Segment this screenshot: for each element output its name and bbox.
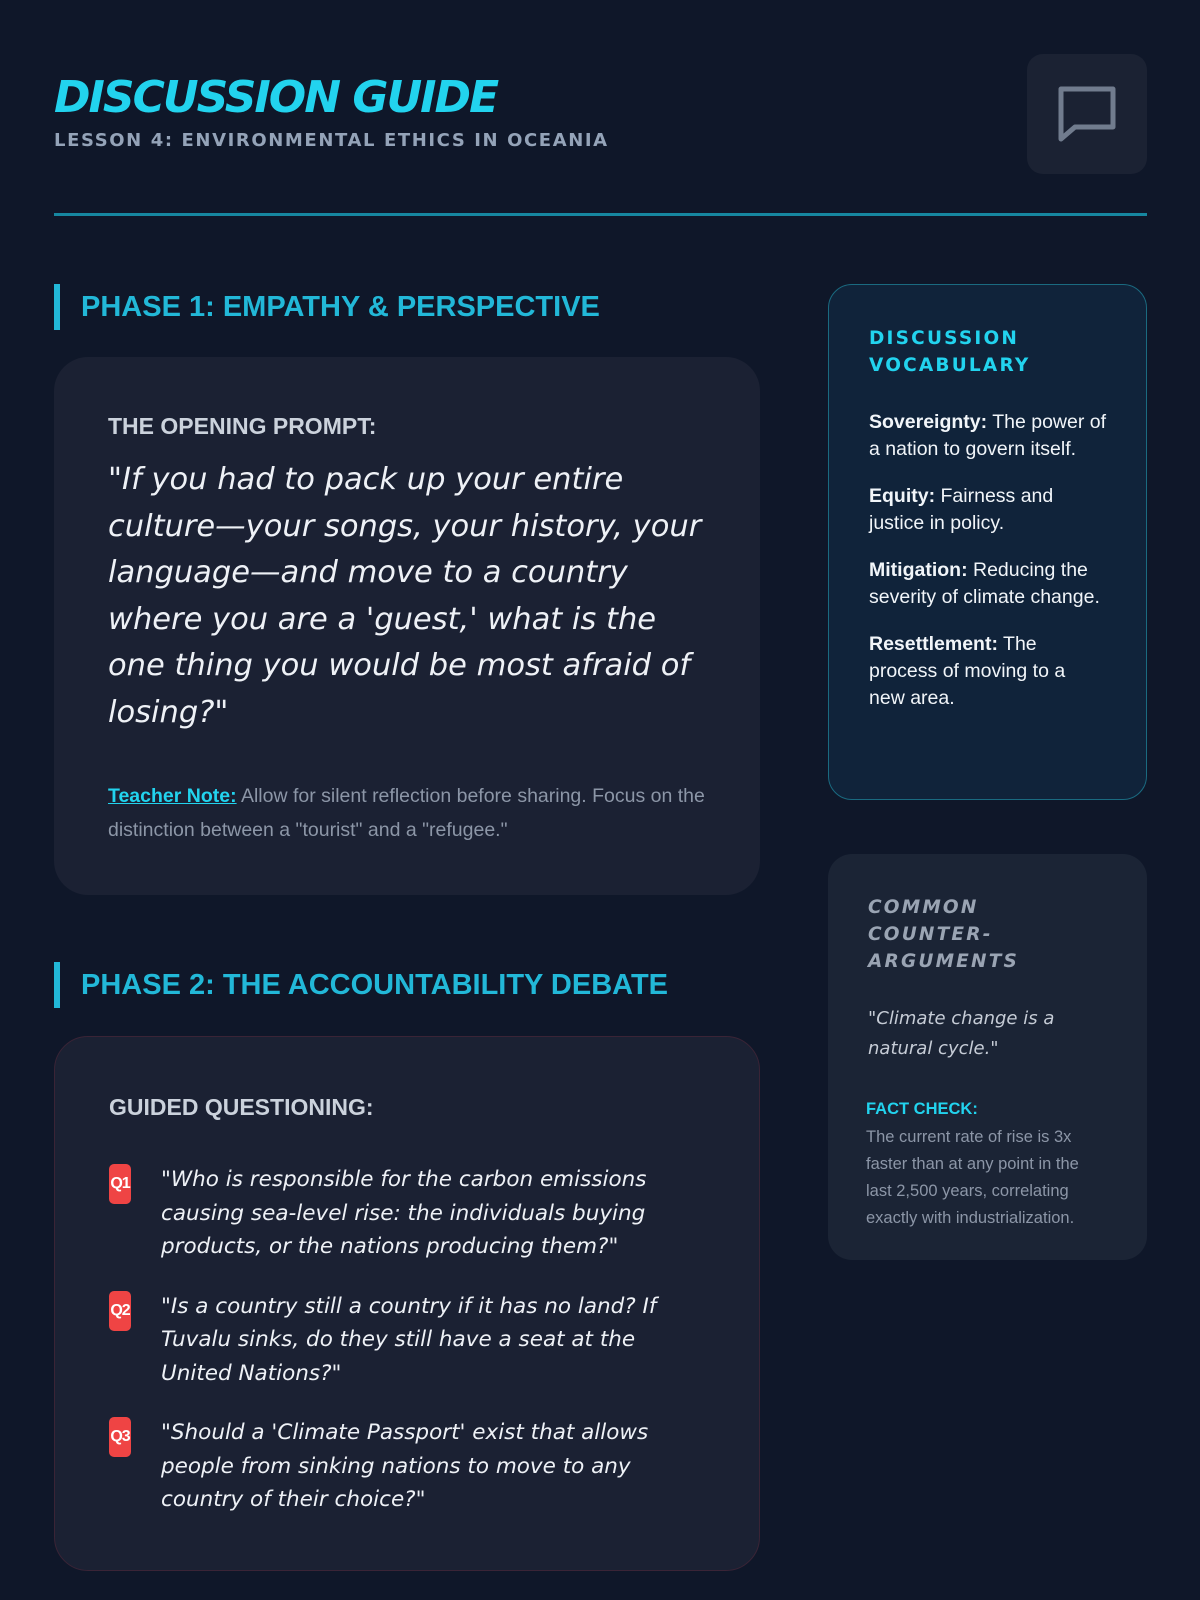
teacher-note-label: Teacher Note: — [108, 785, 237, 807]
vocab-term: Resettlement: — [869, 633, 998, 655]
counter-arguments-panel — [828, 854, 1147, 1260]
vocab-definition: Fairness and justice in policy. — [869, 485, 1054, 534]
question-text: "Should a 'Climate Passport' exist that allows people from sinking nations to move to any country of their choice?" — [161, 1420, 649, 1512]
question-badge: Q3 — [109, 1417, 131, 1457]
question-item — [109, 1163, 709, 1264]
question-list — [109, 1163, 709, 1543]
fact-check-label: FACT CHECK: — [866, 1100, 978, 1118]
chat-bubble-icon — [1055, 83, 1119, 145]
counter-argument-quote: "Climate change is a natural cycle." — [868, 1008, 1055, 1059]
vocab-item — [869, 409, 1106, 463]
page-subtitle: LESSON 4: ENVIRONMENTAL ETHICS IN OCEANIA — [54, 130, 609, 151]
vocab-term: Mitigation: — [869, 559, 968, 581]
phase-2-heading: PHASE 2: THE ACCOUNTABILITY DEBATE — [54, 962, 668, 1008]
question-badge: Q1 — [109, 1164, 131, 1204]
opening-prompt-label: THE OPENING PROMPT: — [108, 413, 377, 439]
vocab-definition: Reducing the severity of climate change. — [869, 559, 1100, 608]
vocab-definition: The power of a nation to govern itself. — [869, 411, 1107, 460]
vocab-item — [869, 557, 1106, 611]
teacher-note — [108, 779, 708, 847]
page-title: DISCUSSION GUIDE — [54, 72, 498, 123]
question-text: "Is a country still a country if it has no land? If Tuvalu sinks, do they still have a seat at the United Nations?" — [161, 1293, 657, 1386]
question-badge: Q2 — [109, 1291, 131, 1331]
counter-arguments-heading: COMMON COUNTER-ARGUMENTS — [868, 897, 1020, 972]
vocab-definition: The process of moving to a new area. — [869, 633, 1066, 709]
question-text: "Who is responsible for the carbon emissions causing sea-level rise: the individuals buying products, or the nations producing them?" — [161, 1167, 647, 1259]
page-header — [54, 72, 1147, 178]
vocab-item — [869, 483, 1106, 537]
header-divider — [54, 213, 1147, 216]
opening-prompt-text: "If you had to pack up your entire culture—your songs, your history, your language—and move to a country where you are a 'guest,' what is the one thing you would be most afraid of losing?" — [108, 462, 702, 730]
vocabulary-panel — [828, 284, 1147, 800]
vocab-item — [869, 631, 1106, 712]
opening-prompt-card — [54, 357, 760, 895]
phase-1-heading: PHASE 1: EMPATHY & PERSPECTIVE — [54, 284, 600, 330]
question-item — [109, 1416, 709, 1517]
fact-check-text: The current rate of rise is 3x faster than at any point in the last 2,500 years, correlating exactly with industrialization. — [866, 1128, 1079, 1227]
teacher-note-text: Allow for silent reflection before sharing. Focus on the distinction between a "tourist" and a "refugee." — [108, 785, 705, 841]
vocabulary-heading: DISCUSSION VOCABULARY — [869, 328, 1031, 376]
chat-button[interactable] — [1027, 54, 1147, 174]
guided-questioning-card — [54, 1036, 760, 1571]
vocab-term: Equity: — [869, 485, 936, 507]
question-item — [109, 1290, 709, 1391]
vocab-term: Sovereignty: — [869, 411, 988, 433]
guided-questioning-label: GUIDED QUESTIONING: — [109, 1094, 374, 1120]
